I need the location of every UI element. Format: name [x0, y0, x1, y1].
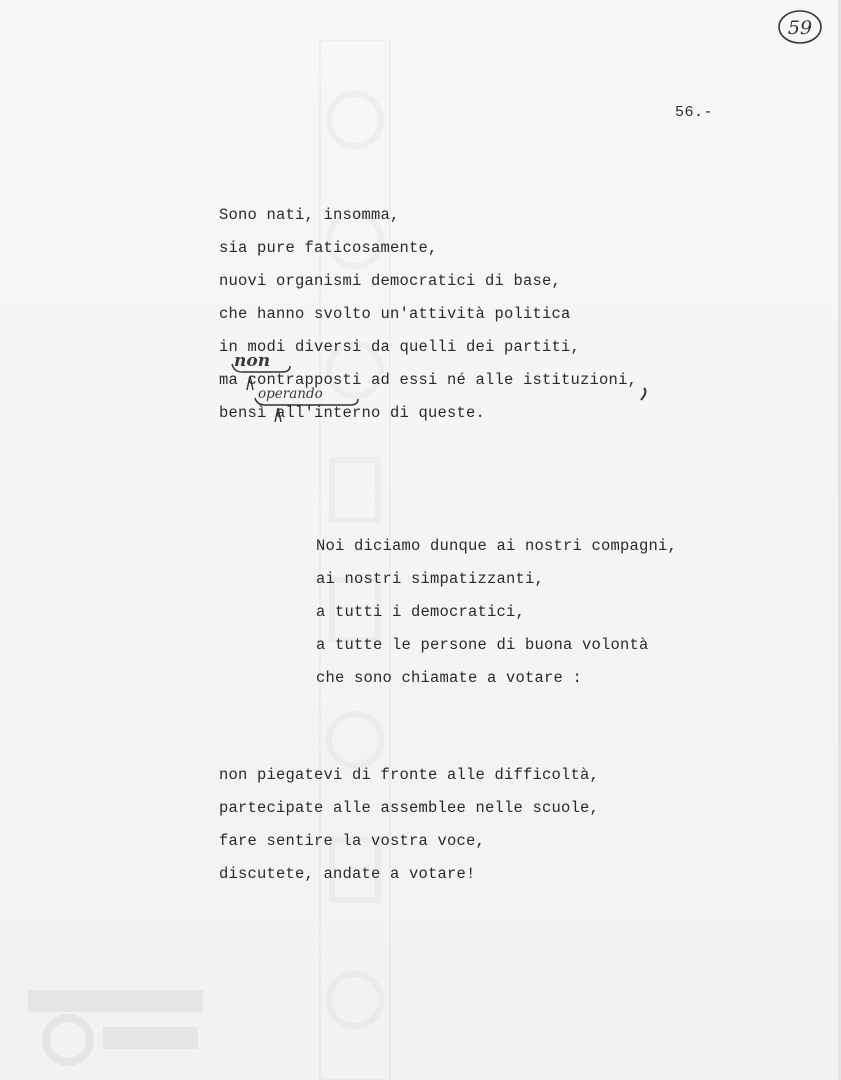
paragraph-2-line-5: che sono chiamate a votare :: [316, 669, 583, 687]
paragraph-2-line-1: Noi diciamo dunque ai nostri compagni,: [316, 537, 678, 555]
paragraph-1-line-2: sia pure faticosamente,: [219, 239, 438, 257]
paragraph-1-line-1: Sono nati, insomma,: [219, 206, 400, 224]
paragraph-2-line-3: a tutti i democratici,: [316, 603, 526, 621]
archive-stamp-number: 59: [787, 17, 813, 39]
paragraph-2-line-4: a tutte le persone di buona volontà: [316, 636, 649, 654]
handwritten-insertion-operando: operando: [258, 386, 323, 402]
page-number: 56.-: [675, 104, 714, 121]
paragraph-3-line-4: discutete, andate a votare!: [219, 865, 476, 883]
paragraph-2-line-2: ai nostri simpatizzanti,: [316, 570, 545, 588]
paragraph-1-line-5: in modi diversi da quelli dei partiti,: [219, 338, 581, 356]
paragraph-1-line-4: che hanno svolto un'attività politica: [219, 305, 571, 323]
paragraph-3-line-3: fare sentire la vostra voce,: [219, 832, 486, 850]
paragraph-1-line-7: bensì all'interno di queste.: [219, 404, 486, 422]
paragraph-1-line-3: nuovi organismi democratici di base,: [219, 272, 562, 290]
paragraph-3-line-2: partecipate alle assemblee nelle scuole,: [219, 799, 600, 817]
archive-stamp: [776, 8, 824, 46]
foundation-logo-watermark: [28, 985, 208, 1070]
archive-watermark: [300, 40, 410, 1080]
paragraph-1-line-6: ma contrapposti ad essi né alle istituzioni,: [219, 371, 638, 389]
handwritten-insertion-non: non: [234, 351, 271, 371]
paragraph-3-line-1: non piegatevi di fronte alle difficoltà,: [219, 766, 600, 784]
